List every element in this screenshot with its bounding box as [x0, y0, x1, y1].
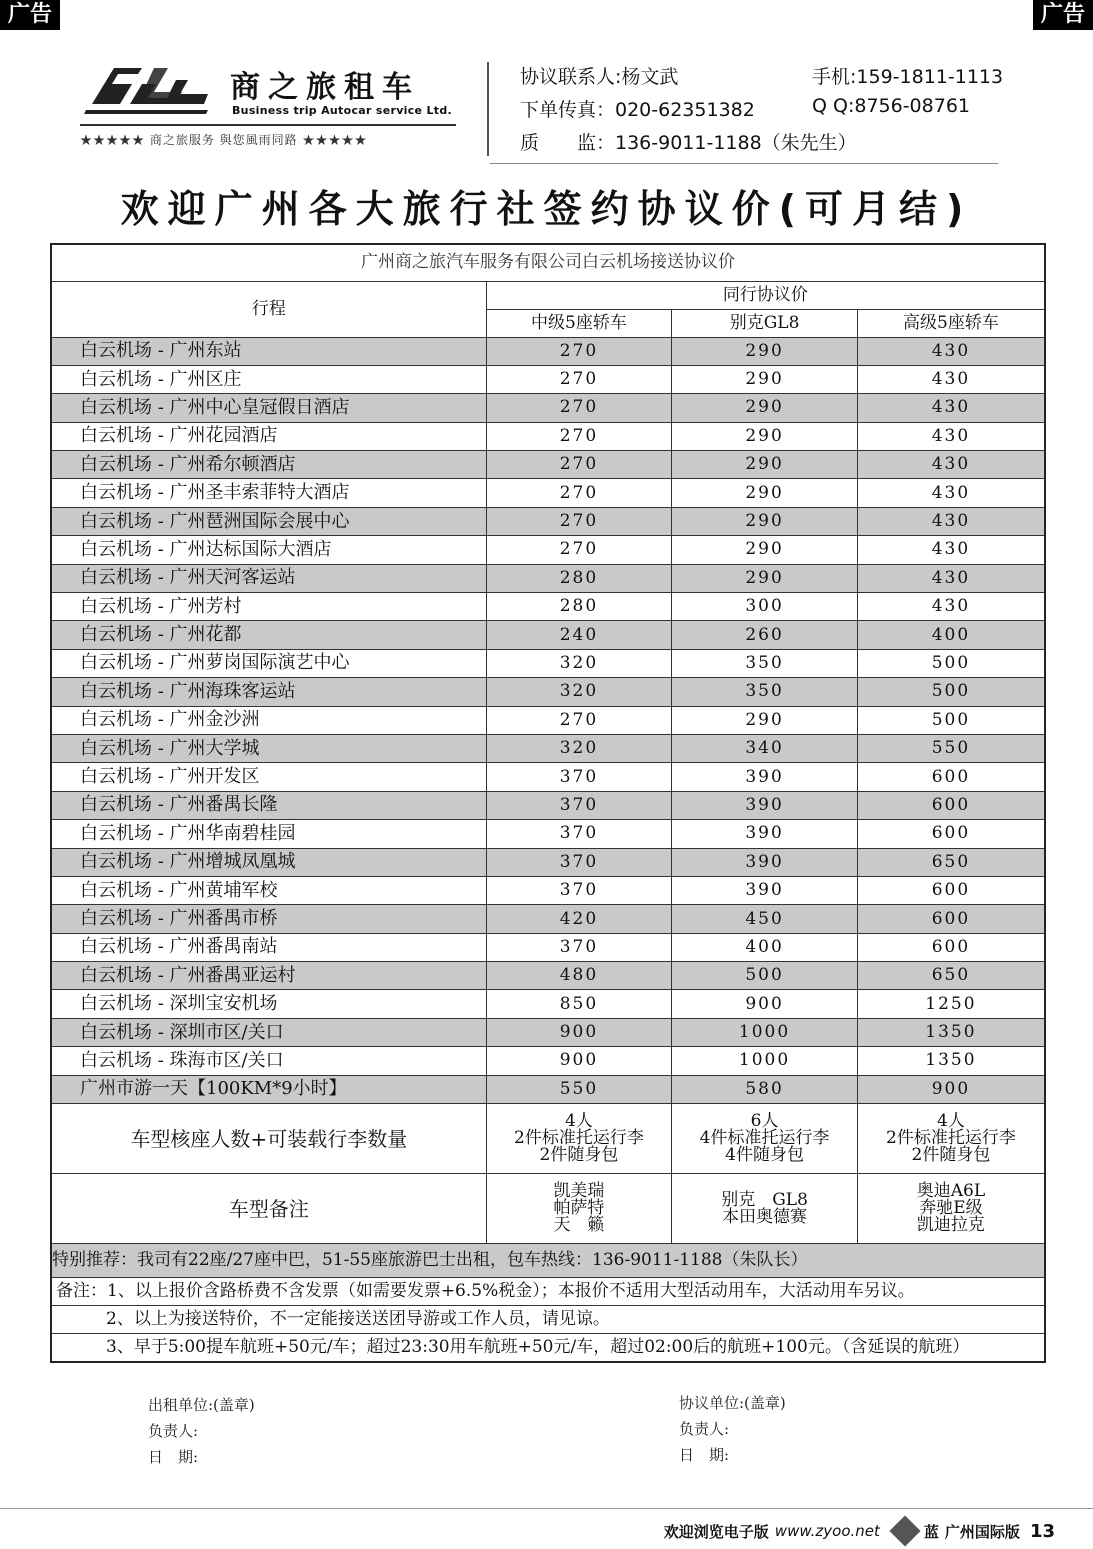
page-footer	[664, 1520, 1055, 1542]
price-cell: 420	[486, 905, 672, 933]
ad-tag-left: 广告	[0, 0, 60, 30]
price-cell: 370	[486, 848, 672, 876]
price-cell: 900	[672, 990, 858, 1018]
route-cell: 白云机场 - 广州花都	[51, 621, 486, 649]
price-cell: 500	[857, 706, 1045, 734]
recommend-text: 特别推荐：我司有22座/27座中巴，51-55座旅游巴士出租，包车热线：136-9011-1188（朱队长）	[51, 1244, 1045, 1278]
price-cell: 550	[857, 734, 1045, 762]
price-cell: 430	[857, 593, 1045, 621]
table-row	[51, 394, 1045, 422]
lessor-unit-label: 出租单位:(盖章)	[148, 1396, 255, 1414]
capacity-row-label: 车型核座人数+可装载行李数量	[51, 1104, 486, 1174]
price-cell: 1350	[857, 1047, 1045, 1075]
price-cell: 600	[857, 876, 1045, 904]
table-row	[51, 876, 1045, 904]
contact-fax: 下单传真：020-62351382	[520, 99, 755, 121]
price-cell: 260	[672, 621, 858, 649]
recommend-row	[51, 1244, 1045, 1278]
price-cell: 1350	[857, 1018, 1045, 1046]
capacity-row-line: 2件标准托运行李	[514, 1128, 644, 1149]
price-cell: 370	[486, 820, 672, 848]
route-cell: 白云机场 - 深圳市区/关口	[51, 1018, 486, 1046]
client-unit-label: 协议单位:(盖章)	[679, 1394, 786, 1412]
table-row	[51, 962, 1045, 990]
brand-divider	[80, 124, 456, 126]
price-cell: 500	[672, 962, 858, 990]
note-text: 2、以上为接送特价，不一定能接送送团导游或工作人员，请见谅。	[51, 1306, 1045, 1334]
price-cell: 300	[672, 593, 858, 621]
price-cell: 390	[672, 876, 858, 904]
capacity-row-line: 2件随身包	[911, 1145, 991, 1166]
price-cell: 600	[857, 933, 1045, 961]
route-cell: 白云机场 - 广州开发区	[51, 763, 486, 791]
brand-name-cn: 商之旅租车	[230, 70, 420, 105]
column-header-mid-sedan: 中级5座轿车	[486, 309, 672, 337]
capacity-row-cell	[857, 1104, 1045, 1174]
capacity-row-line: 4人	[937, 1111, 965, 1132]
header-divider	[487, 62, 489, 156]
contact-supervise: 质 监：136-9011-1188（朱先生）	[520, 132, 857, 154]
price-cell: 850	[486, 990, 672, 1018]
lessor-signature-block	[148, 1392, 255, 1470]
price-cell: 290	[672, 337, 858, 365]
price-cell: 430	[857, 507, 1045, 535]
route-cell: 白云机场 - 广州金沙洲	[51, 706, 486, 734]
price-cell: 650	[857, 962, 1045, 990]
table-row	[51, 593, 1045, 621]
capacity-row-line: 4件随身包	[725, 1145, 804, 1166]
capacity-row-line: 2件随身包	[539, 1145, 619, 1166]
route-cell: 白云机场 - 广州萝岗国际演艺中心	[51, 649, 486, 677]
capacity-row-line: 4件标准托运行李	[699, 1128, 830, 1149]
price-cell: 650	[857, 848, 1045, 876]
table-row	[51, 933, 1045, 961]
price-cell: 430	[857, 479, 1045, 507]
route-cell: 白云机场 - 广州华南碧桂园	[51, 820, 486, 848]
price-cell: 290	[672, 507, 858, 535]
route-cell: 白云机场 - 广州大学城	[51, 734, 486, 762]
table-row	[51, 763, 1045, 791]
route-cell: 白云机场 - 广州增城凤凰城	[51, 848, 486, 876]
szl-logo-icon	[84, 60, 214, 120]
price-cell: 580	[672, 1075, 858, 1103]
price-cell: 240	[486, 621, 672, 649]
models-row-label: 车型备注	[51, 1174, 486, 1244]
price-cell: 430	[857, 337, 1045, 365]
price-cell: 270	[486, 337, 672, 365]
models-row-cell	[672, 1174, 858, 1244]
client-person-label: 负责人:	[679, 1420, 730, 1438]
price-cell: 430	[857, 564, 1045, 592]
price-cell: 290	[672, 422, 858, 450]
table-row	[51, 1075, 1045, 1103]
route-cell: 白云机场 - 广州区庄	[51, 365, 486, 393]
price-cell: 290	[672, 536, 858, 564]
route-cell: 白云机场 - 珠海市区/关口	[51, 1047, 486, 1075]
price-cell: 390	[672, 848, 858, 876]
table-row	[51, 564, 1045, 592]
price-cell: 270	[486, 507, 672, 535]
badge-diamond-icon	[889, 1515, 920, 1546]
client-signature-block	[679, 1390, 786, 1468]
table-row	[51, 706, 1045, 734]
route-cell: 白云机场 - 广州圣丰索菲特大酒店	[51, 479, 486, 507]
route-cell: 白云机场 - 广州番禺长隆	[51, 791, 486, 819]
price-cell: 600	[857, 905, 1045, 933]
price-cell: 400	[857, 621, 1045, 649]
route-cell: 白云机场 - 广州海珠客运站	[51, 678, 486, 706]
header-rule	[490, 163, 998, 164]
models-row-line: 天 籁	[553, 1215, 605, 1236]
route-cell: 广州市游一天【100KM*9小时】	[51, 1075, 486, 1103]
price-cell: 270	[486, 536, 672, 564]
note-text: 3、早于5:00提车航班+50元/车；超过23:30用车航班+50元/车，超过02:00后的航班+100元。（含延误的航班）	[51, 1334, 1045, 1362]
price-cell: 280	[486, 593, 672, 621]
table-row	[51, 848, 1045, 876]
note-row	[51, 1334, 1045, 1362]
price-cell: 400	[672, 933, 858, 961]
table-caption: 广州商之旅汽车服务有限公司白云机场接送协议价	[51, 244, 1045, 281]
price-cell: 900	[486, 1047, 672, 1075]
models-row-cell	[486, 1174, 672, 1244]
route-cell: 白云机场 - 广州黄埔军校	[51, 876, 486, 904]
price-cell: 600	[857, 763, 1045, 791]
column-header-premium-sedan: 高级5座轿车	[857, 309, 1045, 337]
table-row	[51, 1047, 1045, 1075]
price-cell: 370	[486, 763, 672, 791]
lessor-person-label: 负责人:	[148, 1422, 199, 1440]
footer-url[interactable]: www.zyoo.net	[774, 1522, 880, 1540]
price-cell: 270	[486, 706, 672, 734]
price-cell: 500	[857, 678, 1045, 706]
table-row	[51, 1018, 1045, 1046]
table-row	[51, 791, 1045, 819]
models-row-line: 凯迪拉克	[916, 1215, 985, 1236]
table-row	[51, 422, 1045, 450]
route-cell: 白云机场 - 广州天河客运站	[51, 564, 486, 592]
price-cell: 430	[857, 394, 1045, 422]
lessor-date-label: 日 期:	[148, 1448, 199, 1466]
route-cell: 白云机场 - 深圳宝安机场	[51, 990, 486, 1018]
client-date-label: 日 期:	[679, 1446, 730, 1464]
ad-tag-right: 广告	[1033, 0, 1093, 30]
table-row	[51, 451, 1045, 479]
price-cell: 340	[672, 734, 858, 762]
footer-rule	[0, 1508, 1093, 1509]
price-cell: 370	[486, 791, 672, 819]
capacity-row	[51, 1104, 1045, 1174]
route-cell: 白云机场 - 广州番禺南站	[51, 933, 486, 961]
footer-badge: 蓝	[923, 1522, 939, 1541]
models-row-line: 奥迪A6L	[916, 1181, 986, 1202]
price-cell: 1000	[672, 1047, 858, 1075]
capacity-row-cell	[672, 1104, 858, 1174]
price-cell: 370	[486, 876, 672, 904]
contact-mobile: 手机:159-1811-1113	[812, 66, 1004, 88]
capacity-row-line: 6人	[750, 1111, 779, 1132]
capacity-row-line: 4人	[565, 1111, 593, 1132]
price-cell: 270	[486, 422, 672, 450]
models-row-line: 凯美瑞	[553, 1181, 605, 1202]
price-cell: 290	[672, 564, 858, 592]
price-cell: 430	[857, 451, 1045, 479]
price-cell: 1250	[857, 990, 1045, 1018]
table-row	[51, 536, 1045, 564]
price-cell: 290	[672, 365, 858, 393]
route-cell: 白云机场 - 广州中心皇冠假日酒店	[51, 394, 486, 422]
price-cell: 390	[672, 763, 858, 791]
table-row	[51, 905, 1045, 933]
price-cell: 320	[486, 678, 672, 706]
capacity-row-line: 2件标准托运行李	[886, 1128, 1016, 1149]
models-row-line: 别克 GL8	[721, 1189, 808, 1210]
route-cell: 白云机场 - 广州达标国际大酒店	[51, 536, 486, 564]
brand-slogan: ★★★★★ 商之旅服务 與您風雨同路 ★★★★★	[80, 133, 368, 147]
price-table	[50, 243, 1046, 1363]
table-row	[51, 507, 1045, 535]
route-cell: 白云机场 - 广州番禺市桥	[51, 905, 486, 933]
route-header: 行程	[51, 281, 486, 337]
route-cell: 白云机场 - 广州花园酒店	[51, 422, 486, 450]
models-row-line: 帕萨特	[553, 1198, 605, 1219]
price-cell: 290	[672, 394, 858, 422]
models-row	[51, 1174, 1045, 1244]
table-header-row	[51, 281, 1045, 309]
models-row-line: 奔驰E级	[919, 1198, 983, 1219]
price-cell: 390	[672, 791, 858, 819]
price-cell: 430	[857, 365, 1045, 393]
page-title: 欢迎广州各大旅行社签约协议价(可月结)	[120, 187, 973, 231]
price-cell: 900	[857, 1075, 1045, 1103]
capacity-row-cell	[486, 1104, 672, 1174]
brand-name-en: Business trip Autocar service Ltd.	[232, 104, 452, 117]
price-cell: 290	[672, 479, 858, 507]
note-row	[51, 1278, 1045, 1306]
table-row	[51, 678, 1045, 706]
models-row-cell	[857, 1174, 1045, 1244]
price-cell: 370	[486, 933, 672, 961]
price-cell: 430	[857, 536, 1045, 564]
price-cell: 430	[857, 422, 1045, 450]
price-cell: 270	[486, 451, 672, 479]
price-cell: 270	[486, 365, 672, 393]
price-cell: 450	[672, 905, 858, 933]
footer-edition: 广州国际版	[944, 1522, 1020, 1541]
table-row	[51, 734, 1045, 762]
price-cell: 500	[857, 649, 1045, 677]
price-cell: 1000	[672, 1018, 858, 1046]
table-row	[51, 649, 1045, 677]
table-caption-row	[51, 244, 1045, 281]
price-cell: 290	[672, 451, 858, 479]
contact-person: 协议联系人:杨文武	[520, 66, 679, 88]
table-row	[51, 621, 1045, 649]
price-cell: 350	[672, 678, 858, 706]
route-cell: 白云机场 - 广州希尔顿酒店	[51, 451, 486, 479]
price-cell: 600	[857, 791, 1045, 819]
route-cell: 白云机场 - 广州番禺亚运村	[51, 962, 486, 990]
price-header: 同行协议价	[486, 281, 1045, 309]
price-cell: 900	[486, 1018, 672, 1046]
price-cell: 600	[857, 820, 1045, 848]
note-text: 备注：1、以上报价含路桥费不含发票（如需要发票+6.5%税金）；本报价不适用大型活动用车，大活动用车另议。	[51, 1278, 1045, 1306]
price-cell: 270	[486, 394, 672, 422]
price-cell: 480	[486, 962, 672, 990]
models-row-line: 本田奥德赛	[722, 1206, 808, 1227]
table-row	[51, 365, 1045, 393]
price-cell: 290	[672, 706, 858, 734]
page-number: 13	[1029, 1520, 1055, 1542]
column-header-gl8: 别克GL8	[672, 309, 858, 337]
footer-welcome: 欢迎浏览电子版	[663, 1522, 769, 1541]
route-cell: 白云机场 - 广州芳村	[51, 593, 486, 621]
table-row	[51, 990, 1045, 1018]
price-cell: 280	[486, 564, 672, 592]
price-cell: 320	[486, 649, 672, 677]
price-cell: 320	[486, 734, 672, 762]
note-row	[51, 1306, 1045, 1334]
table-row	[51, 820, 1045, 848]
table-row	[51, 337, 1045, 365]
price-cell: 350	[672, 649, 858, 677]
price-cell: 270	[486, 479, 672, 507]
price-cell: 550	[486, 1075, 672, 1103]
price-cell: 390	[672, 820, 858, 848]
route-cell: 白云机场 - 广州琶洲国际会展中心	[51, 507, 486, 535]
table-row	[51, 479, 1045, 507]
route-cell: 白云机场 - 广州东站	[51, 337, 486, 365]
contact-qq: Q Q:8756-08761	[812, 95, 971, 117]
